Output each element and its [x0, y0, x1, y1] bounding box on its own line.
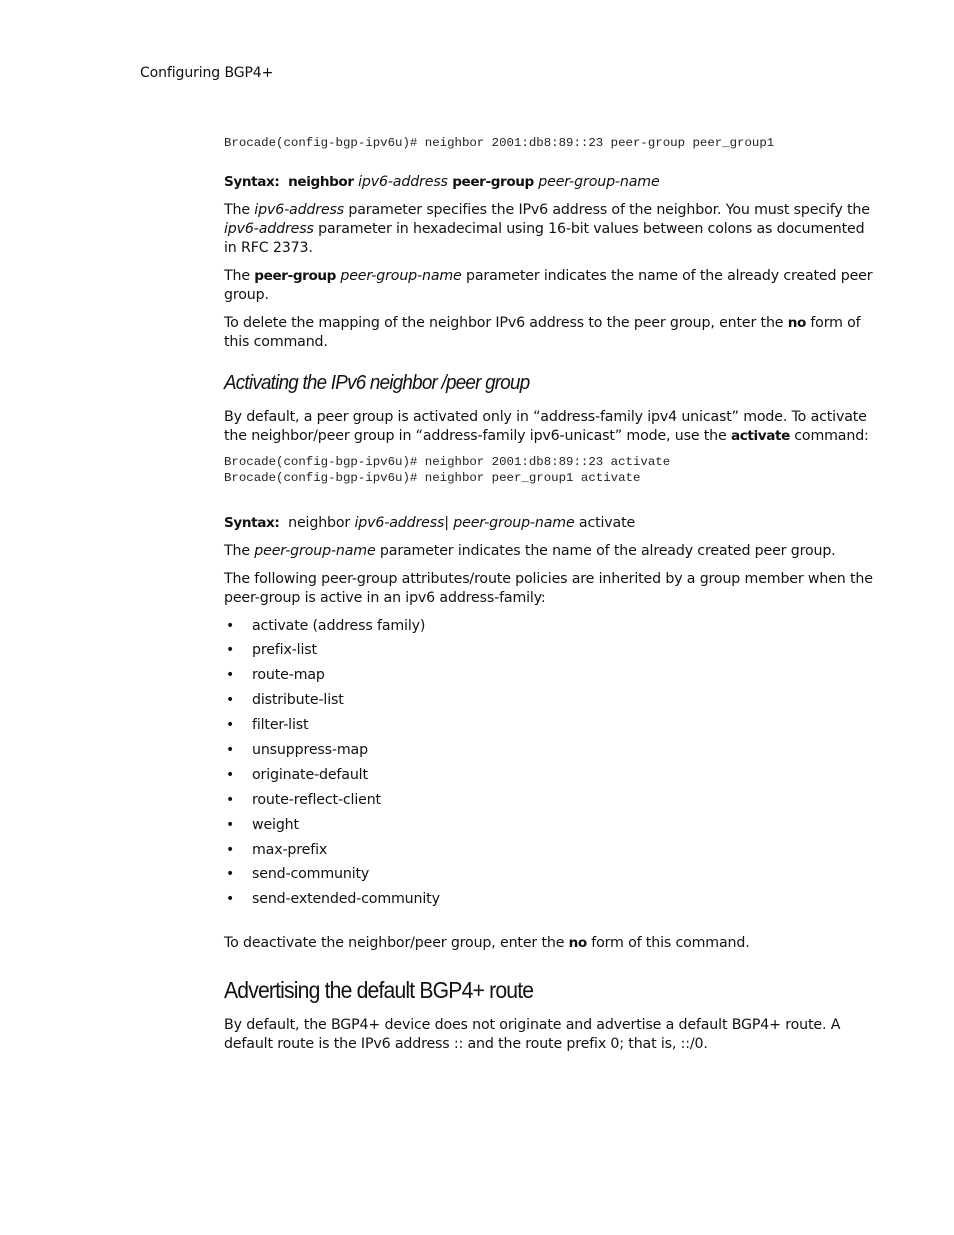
syntax-command: neighbor	[288, 514, 351, 531]
list-item-text: send-community	[252, 866, 370, 883]
section-heading-activating: Activating the IPv6 neighbor /peer group	[224, 371, 530, 394]
list-item-text: send-extended-community	[252, 891, 440, 908]
page-content	[224, 135, 874, 1054]
paragraph-peer-group-name	[224, 267, 874, 305]
text: parameter in hexadecimal using 16-bit values between colons as documented in RFC 2373.	[224, 220, 865, 256]
syntax-separator: |	[444, 514, 449, 531]
list-item	[224, 666, 874, 691]
list-item	[224, 890, 874, 915]
list-item	[224, 641, 874, 666]
bullet-icon: •	[226, 766, 235, 783]
code-line: Brocade(config-bgp-ipv6u)# neighbor peer_group1 activate	[224, 471, 641, 485]
syntax-label: Syntax:	[224, 173, 280, 190]
code-line: Brocade(config-bgp-ipv6u)# neighbor 2001:db8:89::23 activate	[224, 454, 671, 469]
list-item	[224, 766, 874, 791]
param-term: peer-group-name	[336, 267, 462, 284]
list-item	[224, 865, 874, 890]
list-item-text: unsuppress-map	[252, 741, 368, 758]
list-item	[224, 691, 874, 716]
list-item-text: distribute-list	[252, 692, 344, 709]
syntax-keyword: peer-group	[452, 173, 534, 190]
paragraph-default-route: By default, the BGP4+ device does not originate and advertise a default BGP4+ route. A default route is the IPv6 address :: and the route prefix 0; that is, ::/0.	[224, 1017, 841, 1053]
list-item	[224, 716, 874, 741]
list-item-text: originate-default	[252, 766, 368, 783]
syntax-peer-group	[224, 173, 874, 192]
paragraph-activate-default	[224, 408, 874, 446]
text: command:	[789, 427, 869, 444]
syntax-command: neighbor	[288, 173, 354, 190]
list-item-text: prefix-list	[252, 642, 317, 659]
bullet-icon: •	[226, 841, 235, 858]
syntax-label: Syntax:	[224, 514, 280, 531]
text: The	[224, 267, 255, 284]
list-item-text: route-map	[252, 667, 325, 684]
text: By default, a peer group is activated only in “address-family ipv4 unicast” mode. To activate the neighbor/peer group in “address-family ipv6-unicast” mode, use the	[224, 408, 867, 444]
list-item	[224, 816, 874, 841]
param-term: peer-group-name	[254, 542, 376, 559]
running-header: Configuring BGP4+	[140, 65, 274, 81]
bullet-icon: •	[226, 741, 235, 758]
paragraph-inherited-attributes: The following peer-group attributes/route policies are inherited by a group member when the peer-group is active in an ipv6 address-family:	[224, 570, 873, 606]
list-item	[224, 617, 874, 642]
text: parameter indicates the name of the already created peer group.	[375, 542, 836, 559]
bullet-icon: •	[226, 692, 235, 709]
inherited-attributes-list	[224, 617, 874, 916]
keyword: no	[568, 935, 587, 952]
keyword: activate	[730, 427, 790, 444]
bullet-icon: •	[226, 717, 235, 734]
paragraph-delete-mapping	[224, 314, 874, 352]
syntax-arg: ipv6-address	[358, 173, 448, 190]
list-item-text: filter-list	[252, 717, 309, 734]
bullet-icon: •	[226, 642, 235, 659]
bullet-icon: •	[226, 816, 235, 833]
bullet-icon: •	[226, 866, 235, 883]
bullet-icon: •	[226, 617, 235, 634]
paragraph-ipv6-address	[224, 201, 874, 258]
list-item	[224, 841, 874, 866]
section-heading-advertising: Advertising the default BGP4+ route	[224, 977, 534, 1004]
param-term: ipv6-address	[224, 220, 314, 237]
text: form of this command.	[586, 935, 750, 952]
text: To deactivate the neighbor/peer group, enter the	[224, 935, 569, 952]
bullet-icon: •	[226, 891, 235, 908]
text: form of this command.	[224, 314, 861, 350]
syntax-arg: peer-group-name	[538, 173, 660, 190]
syntax-keyword: activate	[578, 514, 636, 531]
list-item-text: weight	[252, 816, 299, 833]
text: The	[224, 201, 255, 218]
syntax-activate	[224, 514, 874, 533]
list-item	[224, 791, 874, 816]
list-item	[224, 741, 874, 766]
code-example-activate	[224, 454, 874, 487]
keyword: no	[787, 314, 806, 331]
bullet-icon: •	[226, 791, 235, 808]
text: parameter specifies the IPv6 address of the neighbor. You must specify the	[344, 201, 870, 218]
text: To delete the mapping of the neighbor IPv6 address to the peer group, enter the	[224, 314, 788, 331]
list-item-text: max-prefix	[252, 841, 328, 858]
bullet-icon: •	[226, 667, 235, 684]
syntax-arg: ipv6-address	[354, 514, 445, 531]
keyword: peer-group	[254, 267, 336, 284]
list-item-text: route-reflect-client	[252, 791, 381, 808]
text: The	[224, 542, 255, 559]
param-term: ipv6-address	[254, 201, 345, 218]
syntax-arg: peer-group-name	[453, 514, 575, 531]
code-example-peer-group: Brocade(config-bgp-ipv6u)# neighbor 2001:db8:89::23 peer-group peer_group1	[224, 136, 775, 150]
text: parameter indicates the name of the already created peer group.	[224, 267, 873, 303]
paragraph-peer-group-name-2	[224, 542, 874, 561]
list-item-text: activate (address family)	[252, 617, 426, 634]
paragraph-deactivate	[224, 934, 874, 953]
